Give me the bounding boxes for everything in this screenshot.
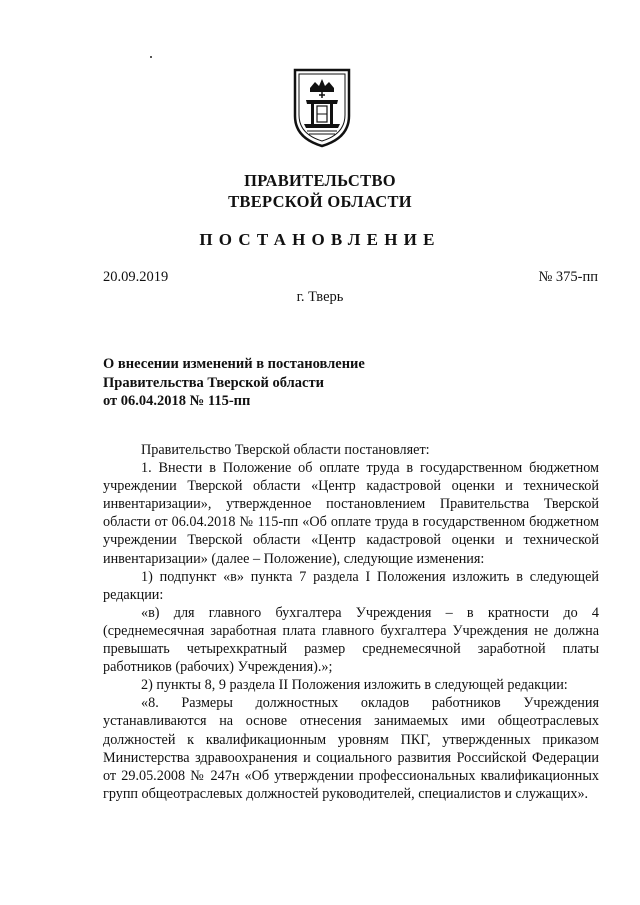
document-number: № 375-пп [538, 269, 598, 285]
subject-line-3: от 06.04.2018 № 115-пп [103, 393, 251, 409]
organization-line-1: ПРАВИТЕЛЬСТВО [244, 171, 396, 190]
organization-title [0, 170, 640, 212]
scan-mark [150, 56, 152, 58]
body-paragraph: Правительство Тверской области постановляет: [141, 442, 430, 458]
document-subject [103, 355, 423, 411]
document-body [103, 441, 599, 803]
organization-line-2: ТВЕРСКОЙ ОБЛАСТИ [228, 192, 412, 211]
document-city: г. Тверь [296, 289, 344, 305]
body-paragraph: 1. Внести в Положение об оплате труда в государственном бюджетном учреждении Тверской области «Центр кадастровой оценки и технической инвентаризации», утвержденное постановлением Правительства Тверской области от 06.04.2018 № 115-пп «Об оплате труда в государственном бюджетном учреждении Тверской области «Центр кадастровой оценки и технической инвентаризации» (далее – Положение), следующие изменения: [103, 460, 599, 567]
subject-line-1: О внесении изменений в постановление [103, 356, 365, 372]
document-type: ПОСТАНОВЛЕНИЕ [199, 230, 441, 249]
subject-line-2: Правительства Тверской области [103, 374, 324, 391]
coat-of-arms-icon [293, 68, 351, 148]
body-paragraph: «в) для главного бухгалтера Учреждения – в кратности до 4 (среднемесячная заработная плата главного бухгалтера Учреждения не должна превышать четырехкратный размер среднемесячной заработной платы работников (рабочих) Учреждения).»; [103, 604, 599, 676]
body-paragraph: «8. Размеры должностных окладов работников Учреждения устанавливаются на основе отнесения занимаемых ими общеотраслевых должностей к квалификационным уровням ПКГ, утвержденных приказом Министерства здравоохранения и социального развития Российской Федерации от 29.05.2008 № 247н «Об утверждении профессиональных квалификационных групп общеотраслевых должностей руководителей, специалистов и служащих». [103, 695, 599, 802]
body-paragraph: 1) подпункт «в» пункта 7 раздела I Положения изложить в следующей редакции: [103, 568, 599, 603]
document-date: 20.09.2019 [103, 269, 169, 285]
body-paragraph: 2) пункты 8, 9 раздела II Положения изложить в следующей редакции: [141, 677, 568, 694]
